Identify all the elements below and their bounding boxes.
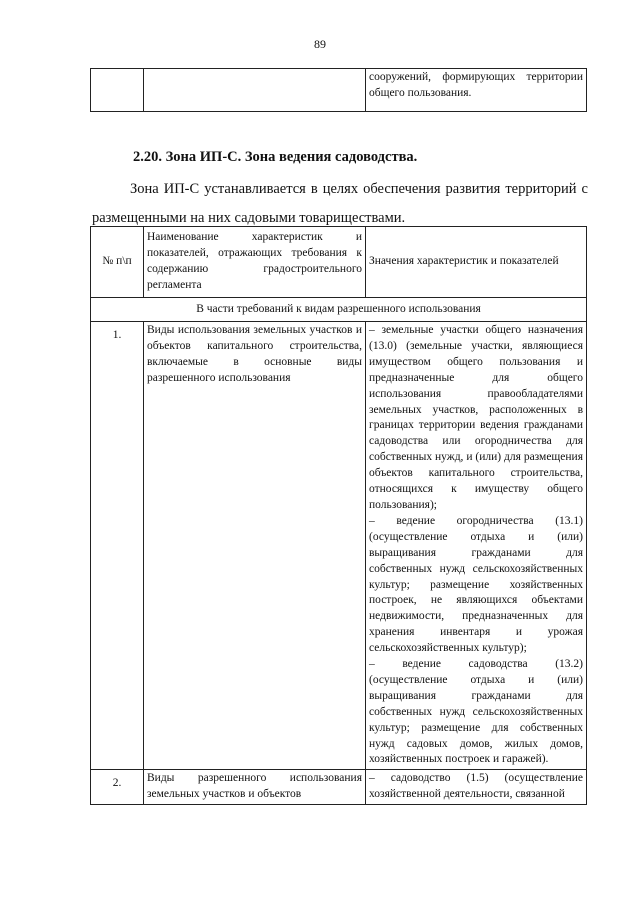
row-name: Виды использования земельных участков и объектов капитального строительства, включаемые в основные виды разрешенного использования — [144, 322, 366, 770]
value-item: – земельные участки общего назначения (13.0) (земельные участки, являющиеся имуществом общего пользования и предназначенные для общего использования правообладателями земельных участков, расположенных в границах территории ведения гражданами садоводства или огородничества для собственных нужд, и (или) для размещения объектов капитального строительства, относящихся к имуществу общего пользования); — [369, 324, 583, 511]
row-values — [366, 322, 587, 770]
header-name: Наименование характеристик и показателей, отражающих требования к содержанию градостроительного регламента — [144, 227, 366, 298]
row-values: – садоводство (1.5) (осуществление хозяйственной деятельности, связанной — [366, 770, 587, 805]
value-cell: сооружений, формирующих территории общего пользования. — [366, 69, 587, 112]
section-row — [91, 298, 587, 322]
section-paragraph: Зона ИП-С устанавливается в целях обеспечения развития территорий с размещенными на них садовыми товариществами. — [92, 181, 588, 226]
table-row — [91, 69, 587, 112]
value-item: – ведение садоводства (13.2) (осуществление отдыха и (или) выращивания гражданами для собственных нужд сельскохозяйственных культур; размещение для собственных нужд садовых домов, жилых домов, хозяйственных построек и гаражей). — [369, 658, 583, 766]
row-number: 2. — [91, 770, 144, 805]
table-header-row — [91, 227, 587, 298]
empty-num-cell — [91, 69, 144, 112]
table-row — [91, 770, 587, 805]
value-item: – ведение огородничества (13.1) (осуществление отдыха и (или) выращивания гражданами для собственных нужд сельскохозяйственных культур; размещение хозяйственных построек, не являющихся объектами недвижимости, предназначенных для хранения инвентаря и урожая сельскохозяйственных культур); — [369, 514, 583, 655]
page-number: 89 — [314, 37, 326, 51]
section-row-label: В части требований к видам разрешенного использования — [91, 298, 587, 322]
row-name: Виды разрешенного использования земельных участков и объектов — [144, 770, 366, 805]
continuation-table — [90, 68, 587, 112]
row-number: 1. — [91, 322, 144, 770]
regulation-table — [90, 226, 587, 805]
header-values: Значения характеристик и показателей — [366, 227, 587, 298]
section-heading: 2.20. Зона ИП-С. Зона ведения садоводства. — [133, 149, 418, 165]
empty-name-cell — [144, 69, 366, 112]
table-row — [91, 322, 587, 770]
header-num: № п\п — [91, 227, 144, 298]
